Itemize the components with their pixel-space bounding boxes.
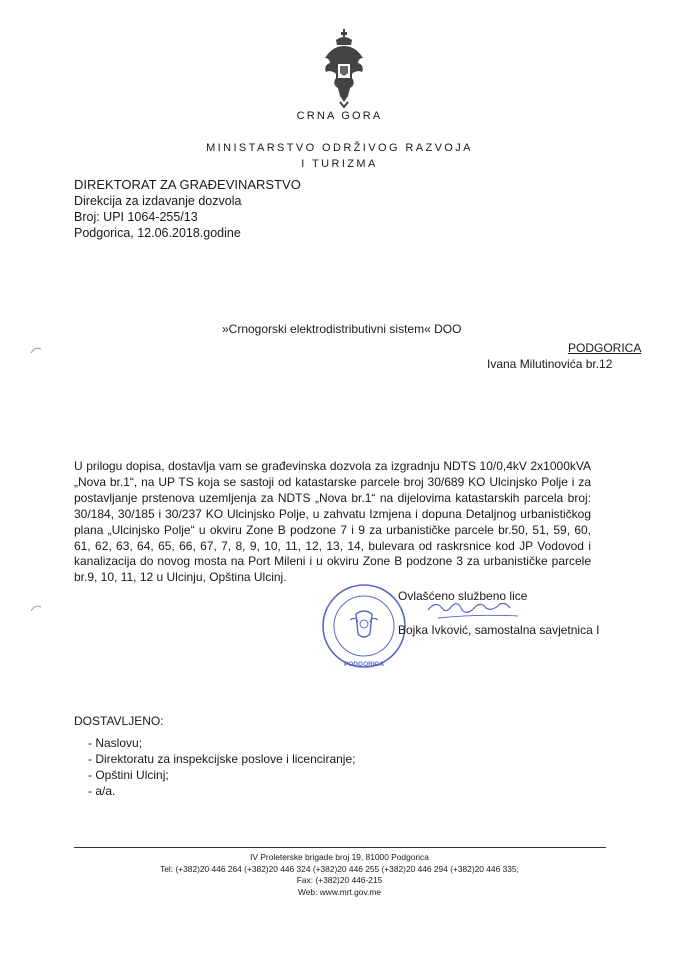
ministry-name-line1: MINISTARSTVO ODRŽIVOG RAZVOJA [206,142,473,154]
delivery-list [88,735,355,799]
place-and-date: Podgorica, 12.06.2018.godine [74,226,241,240]
recipient-city: PODGORICA [568,341,642,355]
list-item: - Opštini Ulcinj; [88,767,355,783]
coat-of-arms-icon [322,28,366,108]
footer-web: Web: www.mrt.gov.me [298,887,381,898]
directorate-subdivision: Direkcija za izdavanje dozvola [74,194,242,208]
footer-address: IV Proleterske brigade broj 19, 81000 Podgorica [250,852,429,862]
list-item: - Direktoratu za inspekcijske poslove i licenciranje; [88,751,355,767]
footer [0,852,679,899]
country-name: CRNA GORA [296,110,383,122]
ministry-name-line2: I TURIZMA [301,158,378,170]
recipient-street: Ivana Milutinovića br.12 [487,357,613,371]
list-item: - a/a. [88,783,355,799]
stamp-city-text: PODGORICA [343,661,385,668]
signatory-title: Ovlašćeno službeno lice [398,589,528,603]
letter-body: U prilogu dopisa, dostavlja vam se građevinska dozvola za izgradnju NDTS 10/0,4kV 2x1000kVA „Nova br.1“, na UP TS koja se sastoji od katastarske parcele broj 30/689 KO Ulcinjsko Polje i za postavljanje prstenova uzemljenja za NDTS „Nova br.1“ na dijelovima katastarskih parcela broj: 30/184, 30/185 i 30/237 KO Ulcinjsko Polje, u zahvatu Izmjena i dopuna Detaljnog urbanističkog plana „Ulcinjsko Polje“ u okviru Zone B podzone 7 i 9 za urbanističke parcele br.50, 51, 59, 60, 61, 62, 63, 64, 65, 66, 67, 7, 8, 9, 10, 11, 12, 13, 14, bulevara od raskrsnice kod JP Vodovod i kanalizacija do novog mosta na Port Mileni i u okviru Zone B podzone 3 za urbanističke parcele br.9, 10, 11, 12 u Ulcinju, Opština Ulcinj. [74,459,591,585]
delivery-heading: DOSTAVLJENO: [74,714,164,728]
official-stamp [320,582,408,670]
list-item: - Naslovu; [88,735,355,751]
footer-divider [74,847,606,848]
directorate-name: DIREKTORAT ZA GRAĐEVINARSTVO [74,177,301,192]
footer-fax: Fax: (+382)20 446-215 [296,875,383,886]
signatory-name: Bojka Ivković, samostalna savjetnica I [398,623,600,637]
punch-mark-icon [30,346,42,354]
handwritten-signature [398,596,598,626]
footer-phones: Tel: (+382)20 446 264 (+382)20 446 324 (+382)20 446 255 (+382)20 446 294 (+382)20 446 335; [160,863,519,874]
punch-mark-icon [30,604,42,612]
document-number: Broj: UPI 1064-255/13 [74,210,198,224]
recipient-name: »Crnogorski elektrodistributivni sistem« DOO [222,322,462,336]
